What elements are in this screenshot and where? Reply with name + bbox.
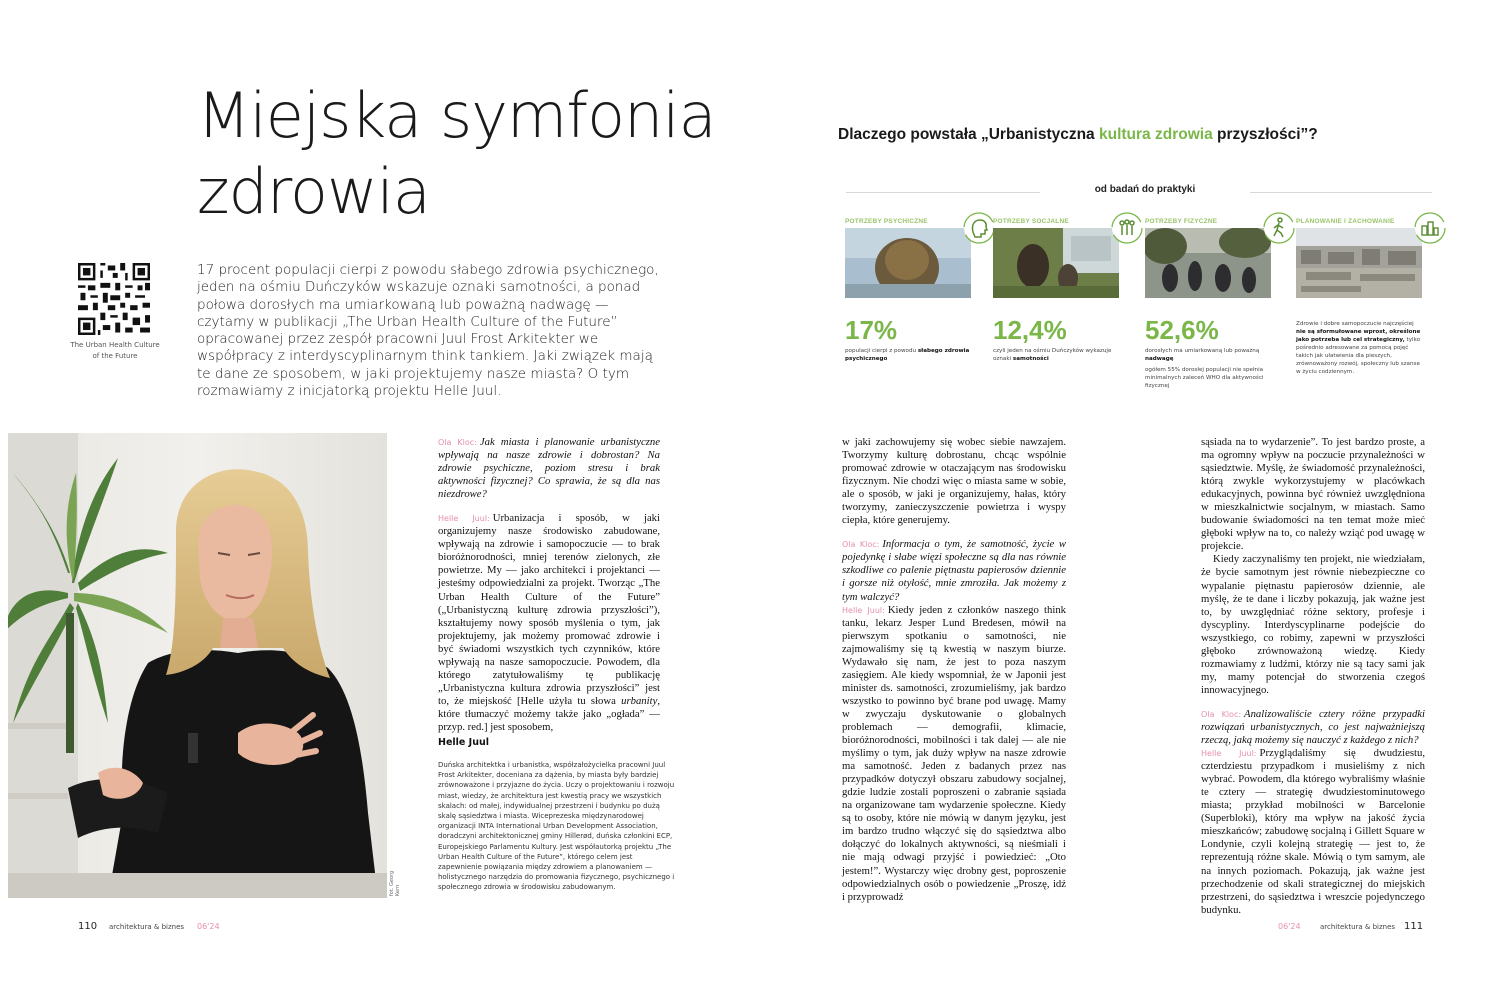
page-number-right: 111	[1404, 921, 1424, 932]
question-text: Jak miasta i planowanie urbanistyczne wpływają na nasze zdrowie i dobrostan? Na zdrowie psychiczne, poziom stresu i brak aktywności fizycznej? Co sprawia, że są dla nas niezdrowe?	[438, 436, 660, 501]
panel-photo	[1145, 228, 1271, 298]
paragraph: sąsiada na to wydarzenie”. To jest bardzo proste, a ma ogromny wpływ na poczucie przynależności w sąsiedztwie. Myślę, że świadomość przynależności, którą zwykle wykorzystujemy w placówkach edukacyjnych, powinna być również uwzględniona w mieszkalnictwie socjalnym, w miastach. Samo budowanie świadomości na ten temat może mieć głęboki wpływ na to, co należy wziąć pod uwagę w projekcie.	[1201, 436, 1425, 553]
photo-credit: fot. Georg Kern	[389, 870, 401, 896]
stat-panel-planning	[1296, 216, 1424, 376]
title-line-2: zdrowia	[197, 155, 430, 228]
stat-note: ogółem 55% dorosłej populacji nie spełnia minimalnych zaleceń WHO dla aktywności fizycznej	[1145, 367, 1264, 389]
stat-description: dorosłych ma umiarkowaną lub poważną nadwagę	[1145, 348, 1260, 362]
magazine-name-left: architektura & biznes	[109, 923, 185, 931]
answer-3	[1201, 747, 1425, 917]
speaker-guest: Helle Juul:	[1201, 749, 1257, 759]
speaker-interviewer: Ola Kloc:	[1201, 709, 1242, 719]
stat-panel-social	[993, 216, 1121, 363]
answer-text: Przyglądaliśmy się dwudziestu, czterdziestu przypadkom i musieliśmy z nich wybrać. Powodem, dla którego wybraliśmy właśnie te cztery — strategię dwudziestominutowego miasta; przykład mobilności w Barcelonie (Superbloki), który ma wpływ na jakość życia mieszkańców; zabudowę socjalną i Gillett Square w Londynie, czyli kolejną strategię — jest to, że reprezentują różne skale. Mówią o tym samym, ale na innych poziomach. Pokazują, jak ważne jest przechodzenie od skali strategicznej do miejskich przestrzeni, do sąsiedztwa i wreszcie pojedynczego budynku.	[1201, 747, 1426, 916]
bio-name: Helle Juul	[438, 737, 489, 748]
question-text: Informacja o tym, że samotność, życie w pojedynkę i słabe więzi społeczne są dla nas równie szkodliwe co palenie piętnastu papierosów dziennie i gorsze niż otyłość, mnie zmroziła. Jak możemy z tym walczyć?	[842, 538, 1066, 603]
panel-label: POTRZEBY FIZYCZNE	[1145, 218, 1218, 225]
qr-caption: The Urban Health Culture of the Future	[70, 341, 160, 360]
heading-highlight: kultura zdrowia	[1099, 126, 1213, 143]
answer-italic: urbanity	[621, 694, 658, 707]
bio-text: Duńska architektka i urbanistka, współzałożycielka pracowni Juul Frost Arkitekter, doceniana za dążenia, by miasta były bardziej zrównoważone i przyjazne do życia. Uczy o projektowaniu i rozwoju miast, wiedzy, że architektura jest kwestią pracy we wszystkich skalach: od małej, indywidualnej przestrzeni i budynku po dużą skalę sąsiedztwa i miasta. Wiceprezeska międzynarodowej organizacji INTA International Urban Development Association, doradczyni architektonicznej gminy Hillerød, duńska członkini ECP, Europejskiego Parlamentu Kultury. Jest współautorką projektu „The Urban Health Culture of the Future”, którego celem jest zapewnienie powiązania między zdrowiem a planowaniem — holistycznego narzędzia do promowania fizycznego, psychicznego i społecznego zdrowia w środowisku zabudowanym.	[438, 761, 675, 892]
stat-description: czyli jeden na ośmiu Duńczyków wykazuje oznaki samotności	[993, 348, 1112, 362]
stat-panel-physical	[1145, 216, 1273, 390]
issue-left: 06'24	[197, 922, 220, 931]
panel-photo	[845, 228, 971, 298]
heading-part-2: przyszłości”?	[1212, 126, 1318, 143]
stat-panel-mental	[845, 216, 973, 363]
people-icon	[1111, 212, 1143, 244]
speaker-guest: Helle Juul:	[438, 514, 490, 524]
magazine-name-right: architektura & biznes	[1320, 923, 1396, 931]
walk-icon	[1263, 212, 1295, 244]
article-column-2	[842, 436, 1066, 904]
qr-code-icon[interactable]	[78, 263, 150, 335]
article-title	[197, 78, 757, 230]
head-icon	[963, 212, 995, 244]
stat-value: 52,6%	[1145, 315, 1219, 345]
issue-right: 06'24	[1278, 922, 1301, 931]
infographic-heading	[838, 126, 1438, 144]
article-column-3	[1201, 436, 1425, 917]
panel-label: POTRZEBY SOCJALNE	[993, 218, 1069, 225]
article-lead: 17 procent populacji cierpi z powodu słabego zdrowia psychicznego, jeden na ośmiu Duńczyków wskazuje oznaki samotności, a ponad połowa dorosłych ma umiarkowaną lub poważną nadwagę — czytamy w publikacji „The Urban Health Culture of the Future” opracowanej przez zespół pracowni Juul Frost Arkitekter we współpracy z interdyscyplinarnym think tankiem. Jaki związek mają te dane ze sposobem, w jaki projektujemy nasze miasta? O tym rozmawiamy z inicjatorką projektu Helle Juul.	[197, 262, 659, 400]
stat-value: 12,4%	[993, 315, 1067, 345]
stat-description: populacji cierpi z powodu słabego zdrowia psychicznego	[845, 348, 970, 362]
panel-photo	[993, 228, 1119, 298]
panel-photo	[1296, 228, 1422, 298]
answer-text: Urbanizacja i sposób, w jaki organizujemy nasze środowisko zabudowane, wpływają na zdrowie i samopoczucie — to brak bioróżnorodności, mniej terenów zielonych, złe powietrze. My — jako architekci i projektanci — jesteśmy odpowiedzialni za projekt. Tworząc „The Urban Health Culture of the Future” („Urbanistyczną kulturę zdrowia przyszłości”), kształtujemy nowy sposób myślenia o tym, jak projektujemy, jak możemy promować zdrowie i być świadomi wszystkich tych czynników, które wpływają na nasze samopoczucie. Powodem, dla którego zatytułowaliśmy tę publikację „Urbanistyczna kultura zdrowia przyszłości” jest to, że miejskość [Helle użyła tu słowa	[438, 512, 660, 707]
question-2	[842, 538, 1066, 603]
paragraph: w jaki zachowujemy się wobec siebie nawzajem. Tworzymy kulturę dobrostanu, chcąc wspólnie promować zdrowie w otaczającym nas środowisku fizycznym. Nie chodzi więc o miasta same w sobie, ale o sposób, w jaki je organizujemy, hałas, który tworzymy, zanieczyszczenie powietrza i wyspy ciepła, które generujemy.	[842, 436, 1066, 527]
question-3	[1201, 708, 1425, 747]
paragraph: Kiedy zaczynaliśmy ten projekt, nie wiedziałam, że bycie samotnym jest równie niebezpieczne co wypalanie piętnastu papierosów dziennie, ale myślę, że te dane i liczby pokazują, jak ważne jest to, by uwzględniać różne sektory, profesje i dyscypliny. Interdyscyplinarne podejście do wszystkiego, co robimy, zapewni w przyszłości głęboko zrównoważoną wiedzę. Kiedy rozmawiamy z ludźmi, którzy nie są tacy sami jak my, mamy potencjał do stworzenia czegoś innowacyjnego.	[1201, 553, 1425, 696]
answer-text: Kiedy jeden z członków naszego think tanku, lekarz Jesper Lund Bredesen, mówił na pierwszym spotkaniu o samotności, nie zajmowaliśmy się tą kwestią w naszym biurze. Wydawało się nam, że jest to poza naszym zasięgiem. Ale kiedy wspomniał, że w Japonii jest minister ds. samotności, zrozumieliśmy, jak bardzo wszystko to powinno być brane pod uwagę. Mamy w zwyczaju dyskutowanie o globalnych problemach — demografii, klimacie, bioróżnorodności, mobilności i tak dalej — ale nie myślimy o tym, jak duży wpływ na nasze zdrowie ma samotność. Jeden z badanych przez nas przypadków dotyczył obszaru zabudowy socjalnej, gdzie ludzie zostali poproszeni o zabranie sąsiada na organizowane tam wydarzenie społeczne. Kiedy są to osoby, które nie mówią w danym języku, jest im bardzo trudno włączyć się do sąsiedztwa albo dołączyć do lokalnych aktywności, są nieśmiali i nie mają odwagi przyjść i powiedzieć: „Oto jestem!”. Wystarczy więc drobny gest, poproszenie odpowiedzialnych osób o powiedzenie „Proszę, idź i przyprowadź	[842, 603, 1067, 903]
answer-text-continued: , które tłumaczyć możemy także jako „ogłada” — przyp. red.] jest sposobem,	[438, 694, 660, 733]
answer-1	[438, 512, 660, 734]
speaker-guest: Helle Juul:	[842, 605, 885, 615]
infographic-subheading: od badań do praktyki	[1040, 184, 1250, 195]
heading-part-1: Dlaczego powstała „Urbanistyczna	[838, 126, 1099, 143]
article-column-1	[438, 436, 660, 734]
panel-label: POTRZEBY PSYCHICZNE	[845, 218, 928, 225]
portrait-photo	[8, 433, 387, 898]
panel-label: PLANOWANIE I ZACHOWANIE	[1296, 218, 1395, 225]
stat-description: Zdrowie i dobre samopoczucie najczęściej nie są sformułowane wprost, określone jako potrzeba lub cel strategiczny, tylko pośrednio adresowane za pomocą pojęć takich jak ułatwienia dla pieszych, zrównoważony rozwój, społeczny lub szanse w życiu codziennym.	[1296, 321, 1421, 375]
question-1	[438, 436, 660, 501]
page-number-left: 110	[78, 921, 98, 932]
speaker-interviewer: Ola Kloc:	[438, 438, 477, 447]
city-icon	[1414, 212, 1446, 244]
answer-2	[842, 604, 1066, 904]
title-line-1: Miejska symfonia	[197, 79, 716, 152]
question-text: Analizowaliście cztery różne przypadki rozwiązań urbanistycznych, co jest najważniejszą rzeczą, jaką możemy się nauczyć z każdego z nich?	[1201, 707, 1426, 747]
speaker-interviewer: Ola Kloc:	[842, 540, 880, 550]
stat-value: 17%	[845, 315, 898, 345]
